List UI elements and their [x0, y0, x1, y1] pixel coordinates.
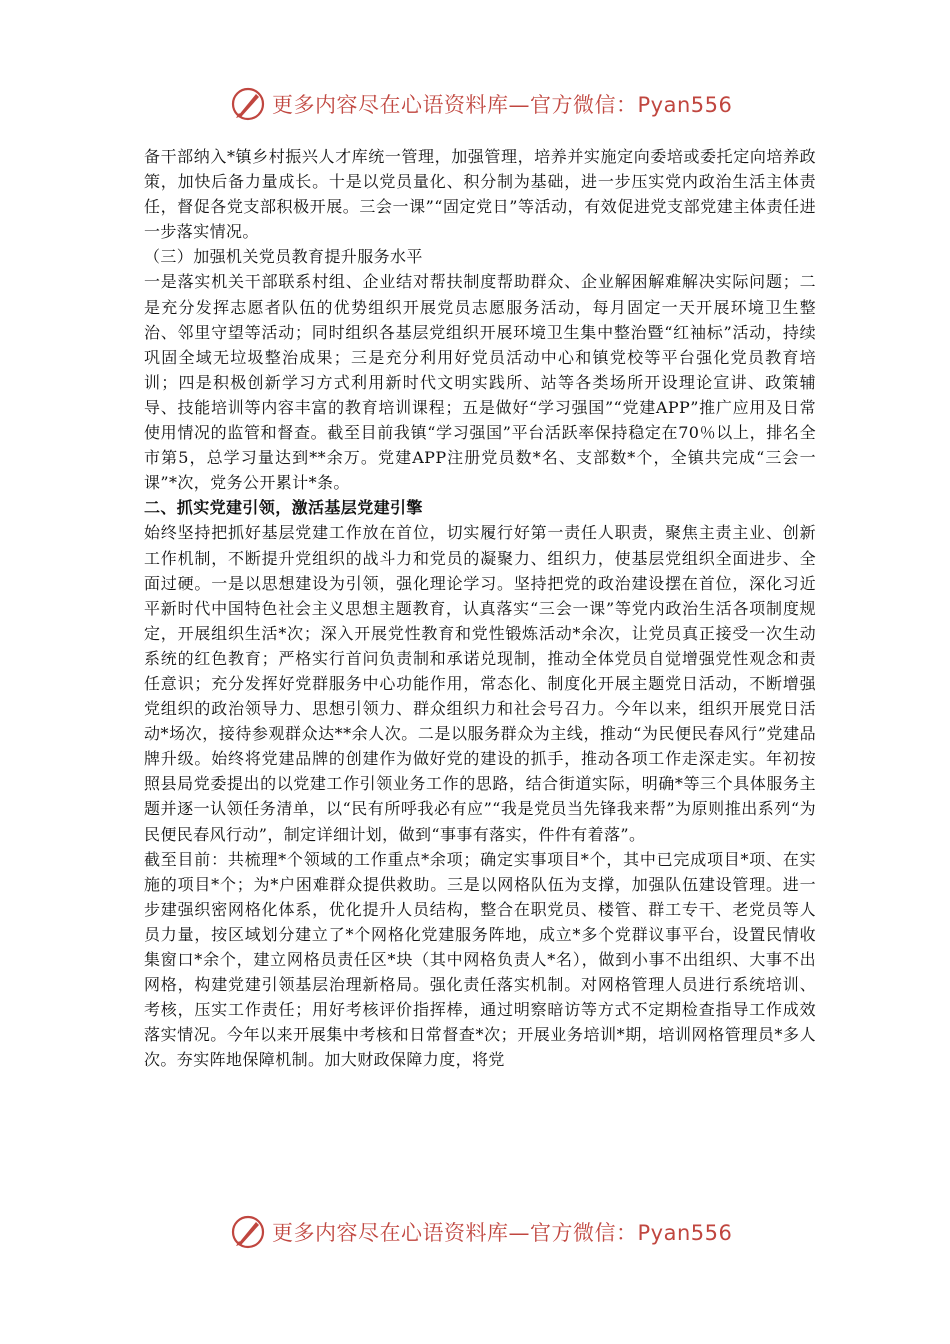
paragraph-party-building: 始终坚持把抓好基层党建工作放在首位，切实履行好第一责任人职责，聚焦主责主业、创新工作机制，不断提升党组织的战斗力和党员的凝聚力、组织力，使基层党组织全面进步、全面过硬。一是以思想建设为引领，强化理论学习。坚持把党的政治建设摆在首位，深化习近平新时代中国特色社会主义思想主题教育，认真落实“三会一课”等党内政治生活各项制度规定，开展组织生活*次；深入开展党性教育和党性锻炼活动*余次，让党员真正接受一次生动系统的红色教育；严格实行首问负责制和承诺兑现制，推动全体党员自觉增强党性观念和责任意识；充分发挥好党群服务中心功能作用，常态化、制度化开展主题党日活动，不断增强党组织的政治领导力、思想引领力、群众组织力和社会号召力。今年以来，组织开展党日活动*场次，接待参观群众达**余人次。二是以服务群众为主线，推动“为民便民春风行”党建品牌升级。始终将党建品牌的创建作为做好党的建设的抓手，推动各项工作走深走实。年初按照县局党委提出的以党建工作引领业务工作的思路，结合街道实际，明确*等三个具体服务主题并逐一认领任务清单，以“民有所呼我必有应”“我是党员当先锋我来帮”为原则推出系列“为民便民春风行动”，制定详细计划，做到“事事有落实，件件有着落”。 [144, 523, 816, 844]
document-body [144, 144, 816, 1072]
banner-text: 更多内容尽在心语资料库—官方微信：Pyan556 [272, 1221, 733, 1245]
paragraph-progress: 截至目前：共梳理*个领域的工作重点*余项；确定实事项目*个，其中已完成项目*项、在实施的项目*个；为*户困难群众提供救助。三是以网格队伍为支撑，加强队伍建设管理。进一步建强织密网格化体系，优化提升人员结构，整合在职党员、楼管、群工专干、老党员等人员力量，按区域划分建立了*个网格化党建服务阵地，成立*多个党群议事平台，设置民情收集窗口*余个，建立网格员责任区*块（其中网格负责人*名），做到小事不出组织、大事不出网格，构建党建引领基层治理新格局。强化责任落实机制。对网格管理人员进行系统培训、考核，压实工作责任；用好考核评价指挥棒，通过明察暗访等方式不定期检查指导工作成效落实情况。今年以来开展集中考核和日常督查*次；开展业务培训*期，培训网格管理员*多人次。夯实阵地保障机制。加大财政保障力度，将党 [144, 849, 816, 1070]
quill-pen-logo-icon [230, 1214, 266, 1250]
paragraph-carryover: 备干部纳入*镇乡村振兴人才库统一管理，加强管理，培养并实施定向委培或委托定向培养政策，加快后备力量成长。十是以党员量化、积分制为基础，进一步压实党内政治生活主体责任，督促各党支部积极开展。三会一课”“固定党日”等活动，有效促进党支部党建主体责任进一步落实情况。 [144, 147, 816, 242]
footer-banner [230, 1212, 733, 1252]
section-heading-2: 二、抓实党建引领，激活基层党建引擎 [144, 498, 423, 518]
quill-pen-logo-icon [230, 86, 266, 122]
banner-text: 更多内容尽在心语资料库—官方微信：Pyan556 [272, 93, 733, 117]
paragraph-education: 一是落实机关干部联系村组、企业结对帮扶制度帮助群众、企业解困解难解决实际问题；二是充分发挥志愿者队伍的优势组织开展党员志愿服务活动，每月固定一天开展环境卫生整治、邻里守望等活动；同时组织各基层党组织开展环境卫生集中整治暨“红袖标”活动，持续巩固全域无垃圾整治成果；三是充分利用好党员活动中心和镇党校等平台强化党员教育培训；四是积极创新学习方式利用新时代文明实践所、站等各类场所开设理论宣讲、政策辅导、技能培训等内容丰富的教育培训课程；五是做好“学习强国”“党建APP”推广应用及日常使用情况的监管和督查。截至目前我镇“学习强国”平台活跃率保持稳定在70％以上，排名全市第5，总学习量达到**余万。党建APP注册党员数*名、支部数*个，全镇共完成“三会一课”*次，党务公开累计*条。 [144, 272, 816, 493]
header-banner [230, 84, 733, 124]
subheading-education: （三）加强机关党员教育提升服务水平 [144, 247, 423, 267]
